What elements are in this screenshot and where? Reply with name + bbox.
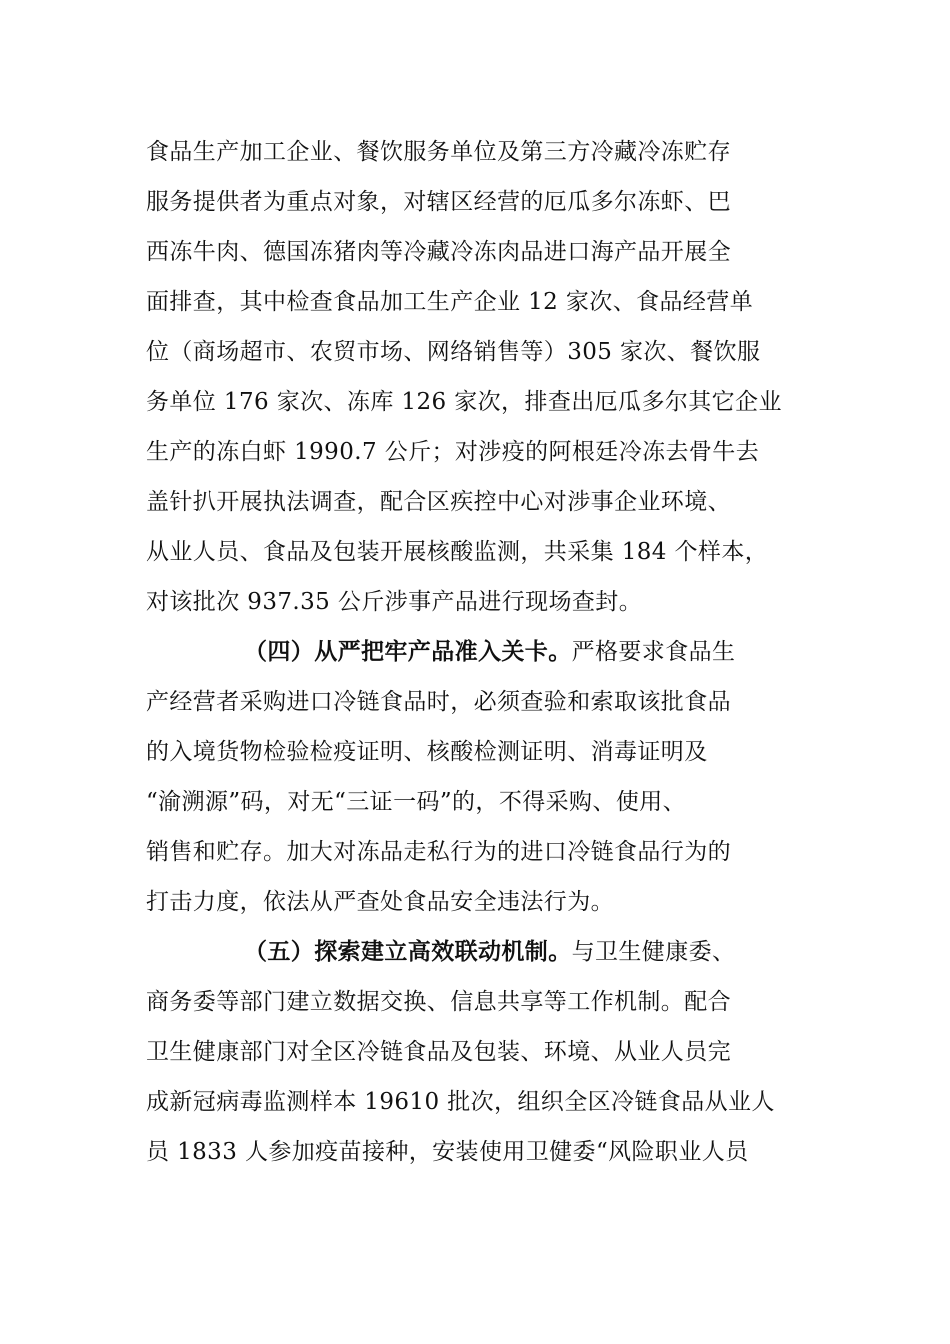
text-line: 务单位 176 家次、冻库 126 家次，排查出厄瓜多尔其它企业	[146, 389, 782, 415]
text-line: 成新冠病毒监测样本 19610 批次，组织全区冷链食品从业人	[146, 1089, 775, 1115]
text-line: 产经营者采购进口冷链食品时，必须查验和索取该批食品	[146, 689, 731, 715]
text-run: 严格要求食品生	[571, 639, 736, 665]
text-line: 食品生产加工企业、餐饮服务单位及第三方冷藏冷冻贮存	[146, 139, 731, 165]
section-heading: （四）从严把牢产品准入关卡。	[244, 639, 572, 665]
text-line: 的入境货物检验检疫证明、核酸检测证明、消毒证明及	[146, 739, 708, 765]
text-line: 对该批次 937.35 公斤涉事产品进行现场查封。	[146, 589, 643, 615]
text-line: 员 1833 人参加疫苗接种，安装使用卫健委“风险职业人员	[146, 1139, 749, 1165]
paragraph-first-line	[244, 632, 735, 672]
text-line: 商务委等部门建立数据交换、信息共享等工作机制。配合	[146, 989, 731, 1015]
text-line: 西冻牛肉、德国冻猪肉等冷藏冷冻肉品进口海产品开展全	[146, 239, 731, 265]
text-line: 从业人员、食品及包装开展核酸监测，共采集 184 个样本，	[146, 539, 769, 565]
text-line: 生产的冻白虾 1990.7 公斤；对涉疫的阿根廷冷冻去骨牛去	[146, 439, 760, 465]
text-run: 与卫生健康委、	[571, 939, 736, 965]
text-line: 服务提供者为重点对象，对辖区经营的厄瓜多尔冻虾、巴	[146, 189, 731, 215]
paragraph-first-line	[244, 932, 735, 972]
text-line: 销售和贮存。加大对冻品走私行为的进口冷链食品行为的	[146, 839, 731, 865]
text-line: 卫生健康部门对全区冷链食品及包装、环境、从业人员完	[146, 1039, 731, 1065]
text-line: 位（商场超市、农贸市场、网络销售等）305 家次、餐饮服	[146, 339, 761, 365]
text-line: 面排查，其中检查食品加工生产企业 12 家次、食品经营单	[146, 289, 754, 315]
text-line: “渝溯源”码，对无“三证一码”的，不得采购、使用、	[146, 789, 687, 815]
section-heading: （五）探索建立高效联动机制。	[244, 939, 572, 965]
text-line: 打击力度，依法从严查处食品安全违法行为。	[146, 889, 614, 915]
text-line: 盖针扒开展执法调查，配合区疾控中心对涉事企业环境、	[146, 489, 731, 515]
